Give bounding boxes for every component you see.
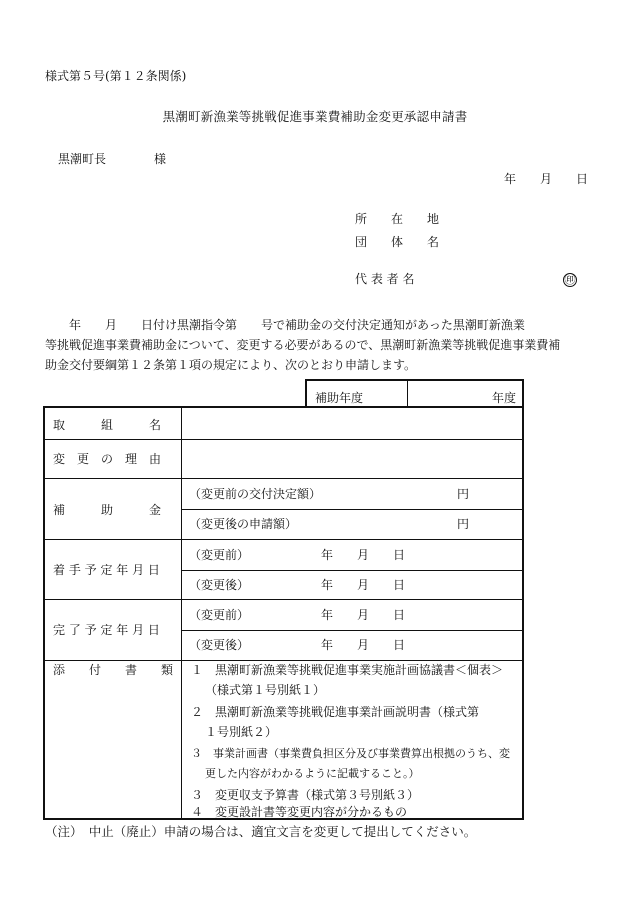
finish-before-label: （変更前）: [189, 608, 250, 622]
start-before-label: （変更前）: [189, 548, 250, 562]
subsidy-after-label: （変更後の申請額）: [189, 517, 298, 531]
attachment-item: １号別紙２）: [205, 725, 278, 739]
footnote: （注） 中止（廃止）申請の場合は、適宜文言を変更して提出してください。: [45, 824, 477, 839]
change-reason-label: 変 更 の 理 由: [53, 452, 162, 466]
form-number: 様式第５号(第１２条関係): [45, 69, 187, 83]
group-name-label: 団 体 名: [355, 235, 440, 249]
start-before-date: 年 月 日: [321, 548, 406, 562]
subsidy-label: 補 助 金: [53, 503, 162, 517]
application-date: 年 月 日: [504, 172, 589, 186]
finish-before-date: 年 月 日: [321, 608, 406, 622]
subsidy-year-value: 年度: [491, 391, 516, 405]
attachment-item: １ 黒潮町新漁業等挑戦促進事業実施計画協議書＜個表＞: [191, 663, 504, 677]
application-table: [43, 406, 524, 820]
document-title: 黒潮町新漁業等挑戦促進事業費補助金変更承認申請書: [162, 109, 468, 124]
address-label: 所 在 地: [355, 212, 440, 226]
start-after-date: 年 月 日: [321, 578, 406, 592]
start-date-label: 着 手 予 定 年 月 日: [53, 563, 160, 577]
subsidy-before-label: （変更前の交付決定額）: [189, 487, 322, 501]
representative-label: 代 表 者 名: [355, 272, 415, 286]
seal-mark-icon: ㊞: [564, 273, 576, 286]
finish-after-label: （変更後）: [189, 638, 250, 652]
application-paragraph: [45, 315, 595, 375]
attachment-item: ４ 変更設計書等変更内容が分かるもの: [191, 805, 408, 819]
subsidy-before-yen: 円: [457, 487, 470, 501]
addressee: 黒潮町長 様: [58, 152, 167, 166]
finish-after-date: 年 月 日: [321, 638, 406, 652]
paragraph-line: 年 月 日付け黒潮指令第 号で補助金の交付決定通知があった黒潮町新漁業: [45, 318, 525, 332]
attachment-item: 更した内容がわかるように記載すること。）: [205, 767, 420, 780]
start-after-label: （変更後）: [189, 578, 250, 592]
subsidy-after-yen: 円: [457, 517, 470, 531]
subsidy-year-box: [305, 379, 524, 408]
subsidy-year-label: 補助年度: [315, 391, 364, 405]
paragraph-line: 等挑戦促進事業費補助金について、変更する必要があるので、黒潮町新漁業等挑戦促進事業費補: [45, 338, 561, 352]
attachment-item: ２ 黒潮町新漁業等挑戦促進事業計画説明書（様式第: [191, 705, 480, 719]
project-name-label: 取 組 名: [53, 418, 162, 432]
attachment-item: ３ 変更収支予算書（様式第３号別紙３）: [191, 788, 420, 802]
paragraph-line: 助金交付要綱第１２条第１項の規定により、次のとおり申請します。: [45, 358, 417, 372]
attachments-label: 添 付 書 類: [53, 663, 174, 677]
attachment-item: ３ 事業計画書（事業費負担区分及び事業費算出根拠のうち、変: [191, 747, 510, 760]
attachment-item: （様式第１号別紙１）: [205, 683, 326, 697]
finish-date-label: 完 了 予 定 年 月 日: [53, 623, 160, 637]
